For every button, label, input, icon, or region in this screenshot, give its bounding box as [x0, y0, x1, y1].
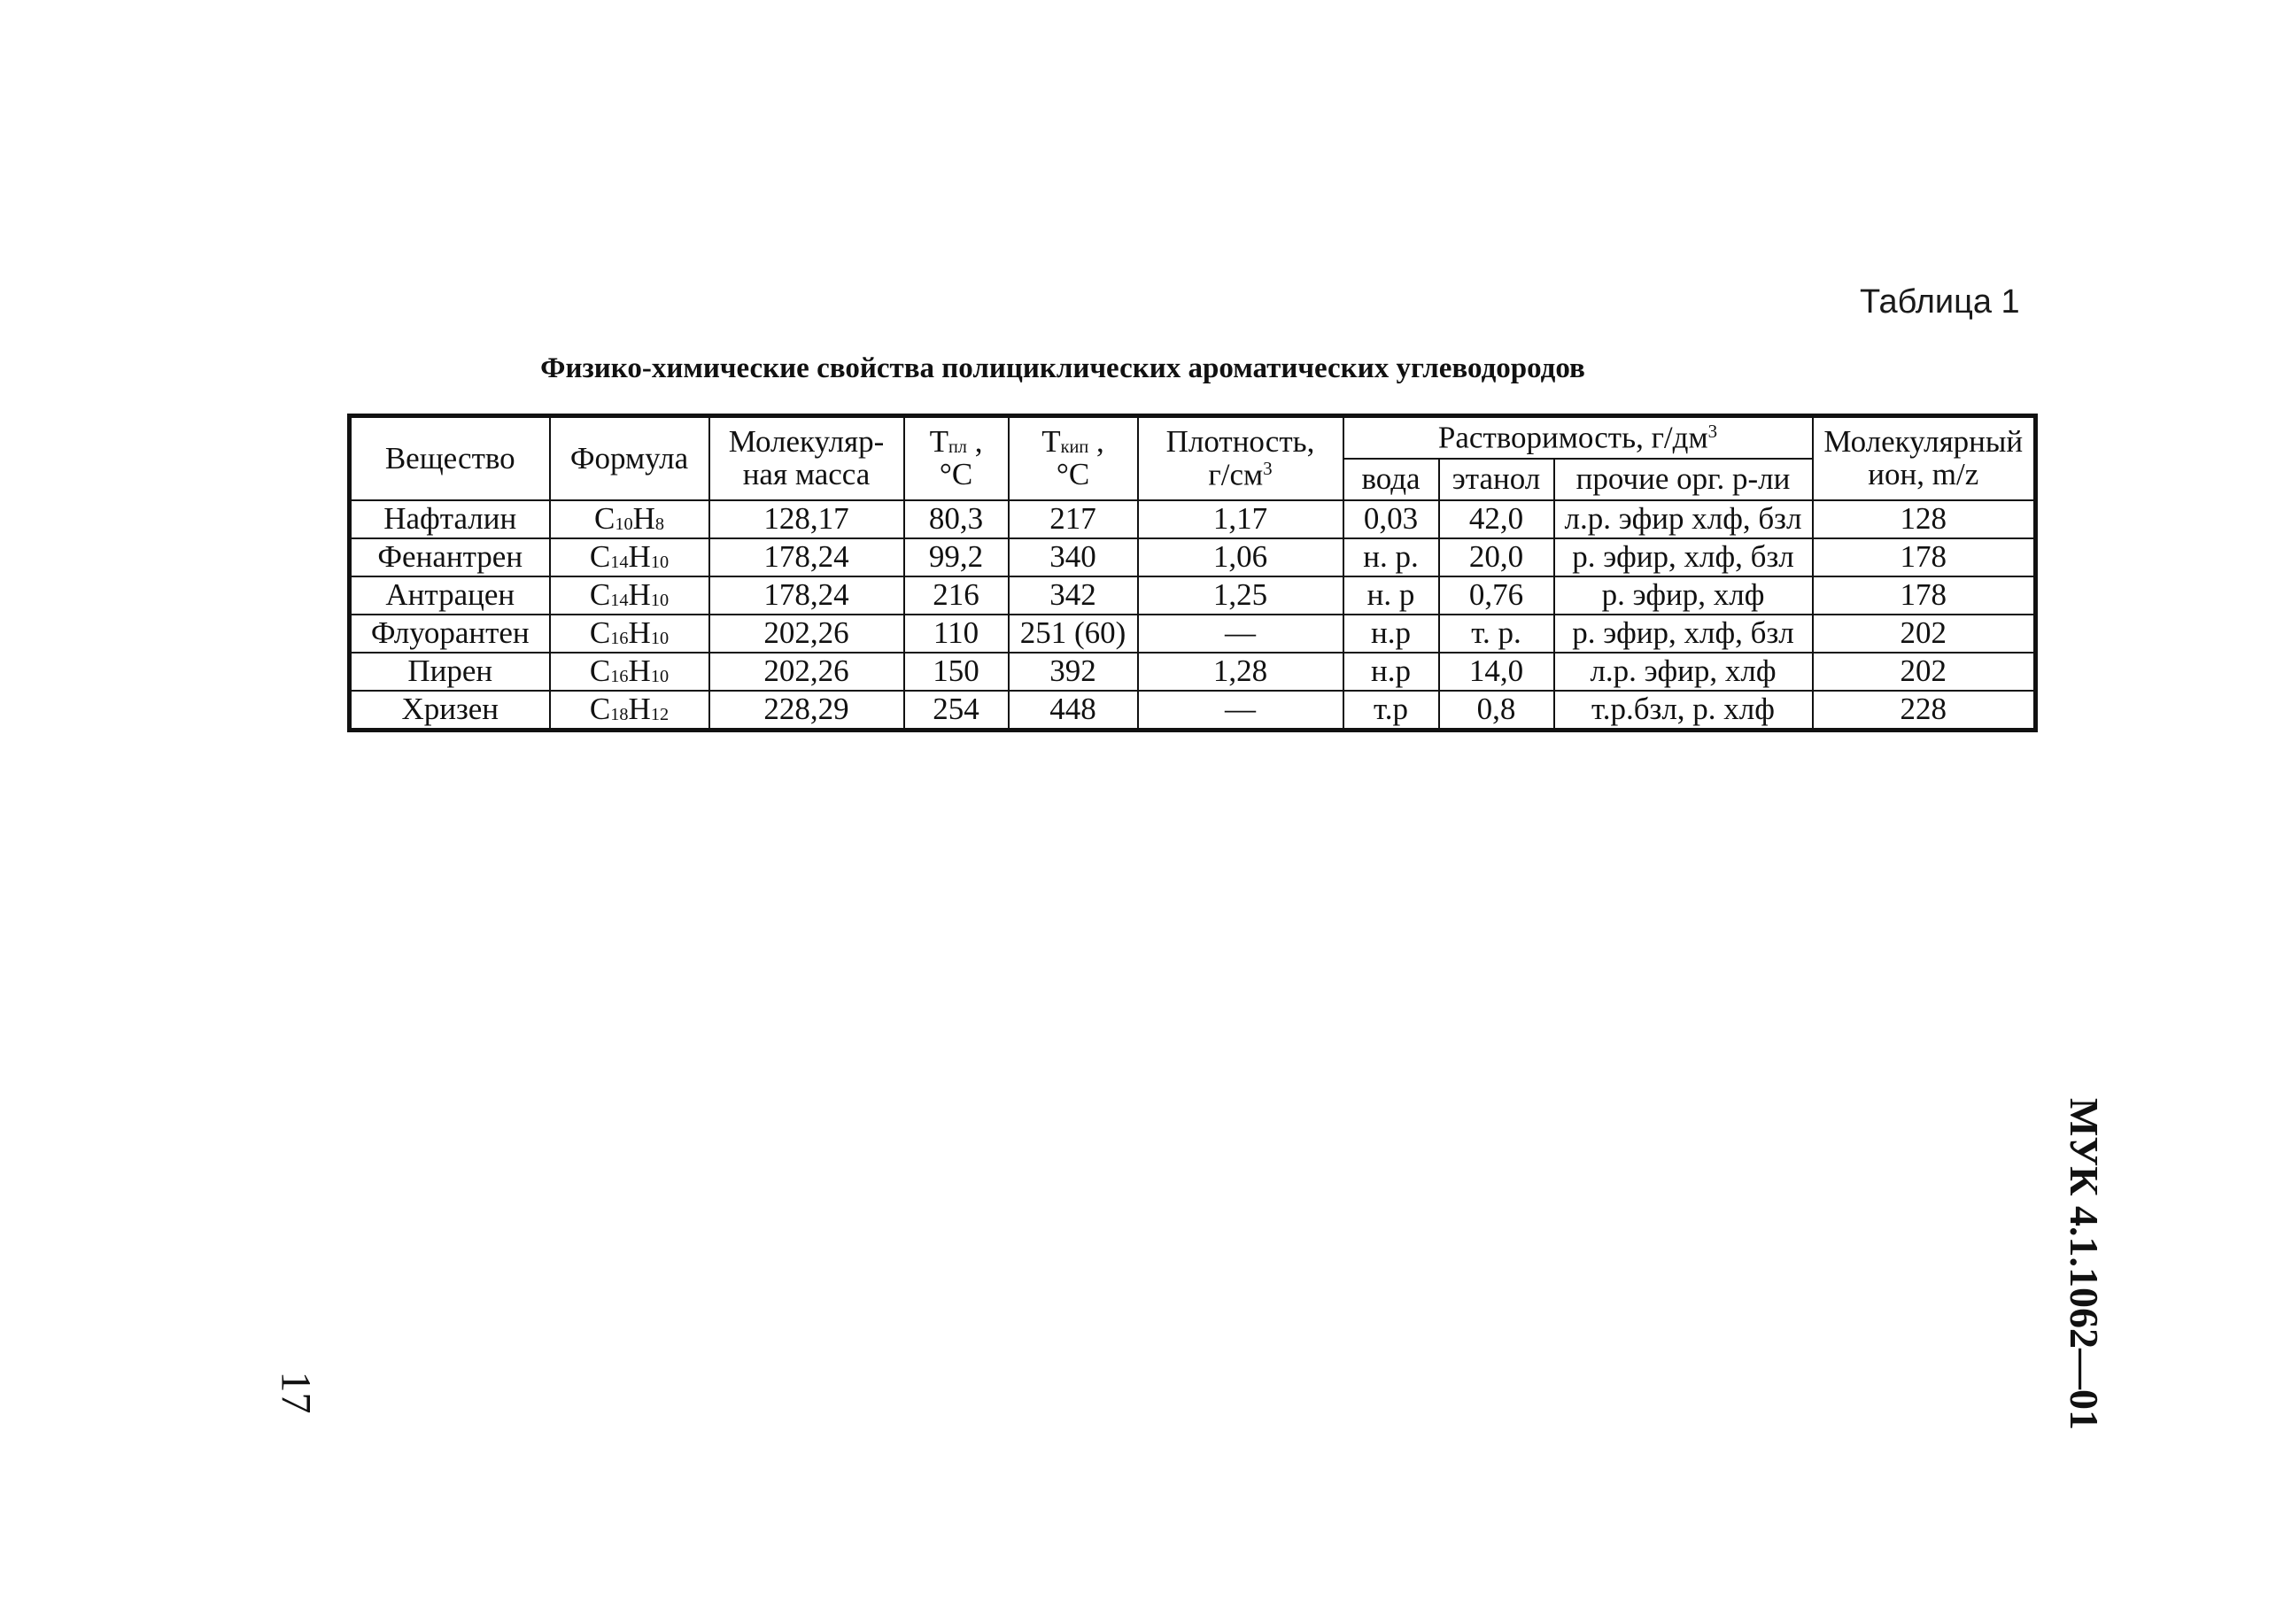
- cell-substance: Флуорантен: [350, 615, 550, 653]
- table-row: [350, 691, 2036, 731]
- cell-ethanol: 0,76: [1439, 576, 1554, 615]
- cell-water: н.р: [1343, 653, 1439, 691]
- table-row: [350, 653, 2036, 691]
- header-solubility-label: Растворимость, г/дм: [1437, 420, 1708, 455]
- header-tboil-sub: кип: [1060, 437, 1089, 458]
- header-tboil-symbol: Т: [1041, 424, 1061, 460]
- cell-other: л.р. эфир, хлф: [1554, 653, 1813, 691]
- cell-tmelt: 216: [904, 576, 1009, 615]
- cell-substance: Нафталин: [350, 500, 550, 538]
- table-row: [350, 500, 2036, 538]
- header-density: [1138, 416, 1343, 501]
- document-code-text: МУК 4.1.1062—01: [2062, 1098, 2107, 1431]
- header-boiling-point: Ткип , °С: [1009, 416, 1138, 501]
- header-ethanol: этанол: [1439, 459, 1554, 500]
- header-tboil-unit: °С: [1056, 457, 1090, 491]
- properties-table: [347, 414, 2038, 732]
- table-row: [350, 538, 2036, 576]
- cell-water: н. р: [1343, 576, 1439, 615]
- cell-other: р. эфир, хлф, бзл: [1554, 615, 1813, 653]
- header-other-solvents: прочие орг. р-ли: [1554, 459, 1813, 500]
- cell-other: р. эфир, хлф, бзл: [1554, 538, 1813, 576]
- header-density-unit: г/см: [1208, 457, 1264, 492]
- cell-mass: 128,17: [709, 500, 904, 538]
- cell-tmelt: 80,3: [904, 500, 1009, 538]
- cell-tboil: 340: [1009, 538, 1138, 576]
- cell-formula: C14H10: [550, 576, 709, 615]
- table-row: [350, 615, 2036, 653]
- cell-ion: 178: [1813, 576, 2036, 615]
- cell-density: 1,17: [1138, 500, 1343, 538]
- cell-ion: 202: [1813, 653, 2036, 691]
- cell-substance: Фенантрен: [350, 538, 550, 576]
- header-tmelt-unit: °С: [939, 457, 973, 491]
- header-melting-point: Тпл , °С: [904, 416, 1009, 501]
- cell-formula: C16H10: [550, 615, 709, 653]
- header-tmelt-symbol: Т: [929, 424, 948, 460]
- header-molecular-mass: [709, 416, 904, 501]
- header-molecular-mass-line2: ная масса: [742, 457, 871, 491]
- cell-formula: C16H10: [550, 653, 709, 691]
- cell-other: л.р. эфир хлф, бзл: [1554, 500, 1813, 538]
- table-body: [350, 500, 2036, 731]
- header-molecular-ion: [1813, 416, 2036, 501]
- cell-tmelt: 254: [904, 691, 1009, 731]
- cell-ion: 178: [1813, 538, 2036, 576]
- cell-density: 1,06: [1138, 538, 1343, 576]
- cell-water: н.р: [1343, 615, 1439, 653]
- cell-tboil: 251 (60): [1009, 615, 1138, 653]
- cell-tboil: 392: [1009, 653, 1138, 691]
- cell-substance: Пирен: [350, 653, 550, 691]
- cell-ethanol: т. р.: [1439, 615, 1554, 653]
- cell-water: н. р.: [1343, 538, 1439, 576]
- cell-density: —: [1138, 615, 1343, 653]
- cell-mass: 202,26: [709, 615, 904, 653]
- cell-mass: 202,26: [709, 653, 904, 691]
- cell-other: р. эфир, хлф: [1554, 576, 1813, 615]
- cell-density: 1,25: [1138, 576, 1343, 615]
- header-solubility: [1343, 416, 1813, 460]
- header-formula: Формула: [550, 416, 709, 501]
- cell-ion: 128: [1813, 500, 2036, 538]
- cell-ethanol: 20,0: [1439, 538, 1554, 576]
- header-ion-line2: ион, m/z: [1868, 457, 1979, 491]
- header-water: вода: [1343, 459, 1439, 500]
- cell-density: 1,28: [1138, 653, 1343, 691]
- cell-mass: 178,24: [709, 576, 904, 615]
- cell-mass: 178,24: [709, 538, 904, 576]
- cell-ethanol: 42,0: [1439, 500, 1554, 538]
- cell-mass: 228,29: [709, 691, 904, 731]
- cell-tboil: 342: [1009, 576, 1138, 615]
- table-number: Таблица 1: [1860, 283, 2020, 321]
- header-ion-line1: Молекулярный: [1823, 424, 2024, 460]
- header-density-sup: 3: [1263, 457, 1273, 479]
- cell-density: —: [1138, 691, 1343, 731]
- cell-ion: 228: [1813, 691, 2036, 731]
- cell-substance: Хризен: [350, 691, 550, 731]
- cell-ethanol: 14,0: [1439, 653, 1554, 691]
- header-solubility-sup: 3: [1707, 420, 1718, 442]
- cell-ion: 202: [1813, 615, 2036, 653]
- header-molecular-mass-line1: Молекуляр-: [728, 424, 885, 460]
- cell-tmelt: 150: [904, 653, 1009, 691]
- header-tmelt-sub: пл: [948, 437, 967, 458]
- cell-formula: C14H10: [550, 538, 709, 576]
- cell-formula: C10H8: [550, 500, 709, 538]
- document-code: [2001, 1098, 2107, 1452]
- header-density-line1: Плотность,: [1165, 423, 1315, 459]
- cell-water: т.р: [1343, 691, 1439, 731]
- cell-tboil: 217: [1009, 500, 1138, 538]
- cell-substance: Антрацен: [350, 576, 550, 615]
- cell-tmelt: 99,2: [904, 538, 1009, 576]
- cell-tmelt: 110: [904, 615, 1009, 653]
- table-title: Физико-химические свойства полициклических ароматических углеводородов: [540, 352, 1585, 384]
- cell-other: т.р.бзл, р. хлф: [1554, 691, 1813, 731]
- cell-water: 0,03: [1343, 500, 1439, 538]
- cell-tboil: 448: [1009, 691, 1138, 731]
- table-row: [350, 576, 2036, 615]
- cell-formula: C18H12: [550, 691, 709, 731]
- page-number: 17: [272, 1371, 320, 1414]
- header-substance: Вещество: [350, 416, 550, 501]
- cell-ethanol: 0,8: [1439, 691, 1554, 731]
